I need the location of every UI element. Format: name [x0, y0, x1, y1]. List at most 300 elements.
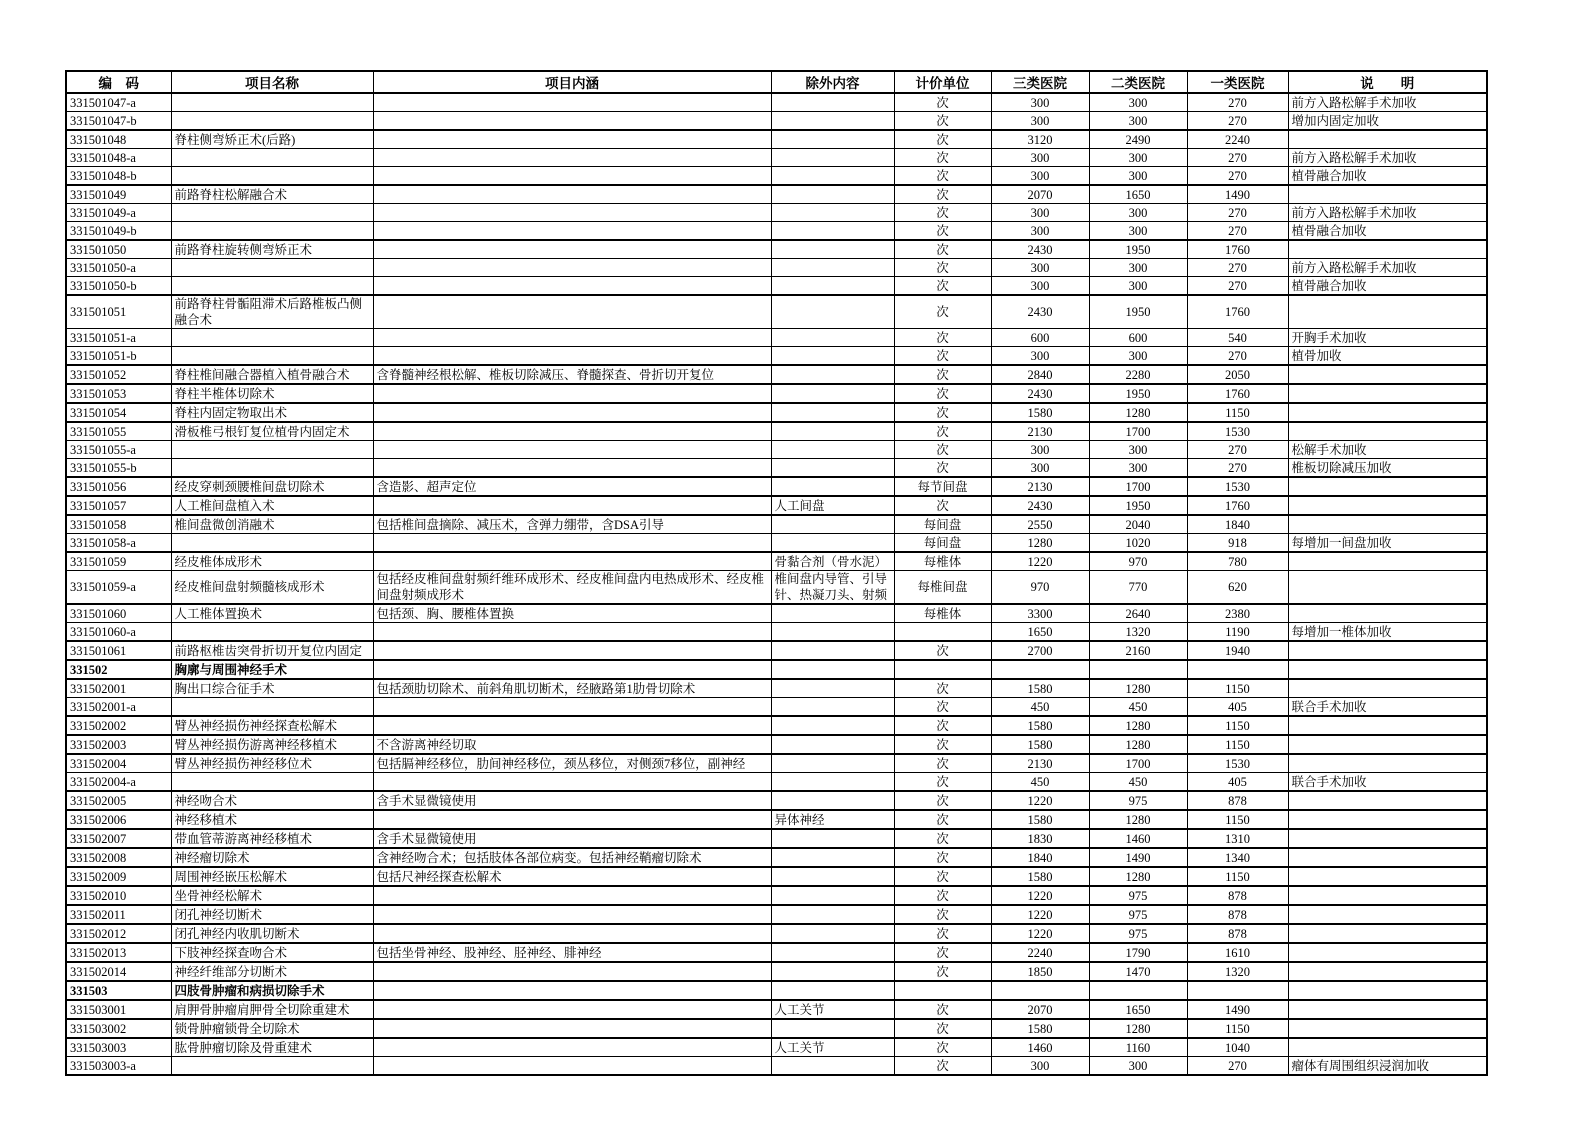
table-row — [66, 791, 1487, 810]
cell-name — [171, 222, 373, 241]
table-row — [66, 130, 1487, 149]
cell-name: 闭孔神经切断术 — [171, 905, 373, 924]
cell-name: 带血管蒂游离神经移植术 — [171, 829, 373, 848]
cell-note — [1288, 962, 1487, 981]
cell-content: 含神经吻合术；包括肢体各部位病变。包括神经鞘瘤切除术 — [373, 848, 771, 867]
header-tier3: 三类医院 — [991, 71, 1089, 93]
cell-exclude — [771, 754, 894, 773]
cell-name: 经皮椎间盘射频髓核成形术 — [171, 571, 373, 605]
cell-name — [171, 459, 373, 478]
cell-code: 331501049 — [66, 185, 171, 204]
cell-exclude — [771, 698, 894, 717]
cell-exclude — [771, 924, 894, 943]
cell-h3: 1580 — [991, 679, 1089, 698]
cell-content — [373, 773, 771, 792]
cell-note — [1288, 641, 1487, 660]
cell-h3: 1830 — [991, 829, 1089, 848]
header-exclude: 除外内容 — [771, 71, 894, 93]
cell-h1: 1490 — [1187, 185, 1288, 204]
document-page — [65, 70, 1488, 1076]
cell-code: 331502012 — [66, 924, 171, 943]
cell-code: 331501050-b — [66, 277, 171, 296]
cell-note — [1288, 422, 1487, 441]
cell-h2: 300 — [1089, 441, 1187, 459]
cell-unit: 次 — [894, 222, 991, 241]
cell-name: 前路脊柱松解融合术 — [171, 185, 373, 204]
cell-h1: 1150 — [1187, 867, 1288, 886]
cell-exclude — [771, 962, 894, 981]
table-row — [66, 112, 1487, 131]
table-row — [66, 698, 1487, 717]
cell-note — [1288, 791, 1487, 810]
table-row — [66, 365, 1487, 384]
table-row — [66, 943, 1487, 962]
cell-h1: 1760 — [1187, 240, 1288, 259]
cell-note — [1288, 295, 1487, 329]
cell-content — [373, 149, 771, 167]
cell-note — [1288, 384, 1487, 403]
cell-name — [171, 773, 373, 792]
table-row — [66, 347, 1487, 366]
cell-unit: 次 — [894, 347, 991, 366]
cell-unit: 每节间盘 — [894, 477, 991, 496]
cell-h3: 300 — [991, 149, 1089, 167]
cell-h2: 770 — [1089, 571, 1187, 605]
table-row — [66, 259, 1487, 277]
table-row — [66, 623, 1487, 642]
cell-unit: 次 — [894, 365, 991, 384]
table-row — [66, 735, 1487, 754]
table-row — [66, 886, 1487, 905]
cell-content — [373, 329, 771, 347]
cell-h3: 300 — [991, 347, 1089, 366]
cell-name: 脊柱侧弯矫正术(后路) — [171, 130, 373, 149]
cell-name: 前路枢椎齿突骨折切开复位内固定 — [171, 641, 373, 660]
cell-h1: 1760 — [1187, 295, 1288, 329]
cell-h3: 1580 — [991, 403, 1089, 422]
cell-h3 — [991, 660, 1089, 679]
cell-exclude — [771, 716, 894, 735]
cell-note: 前方入路松解手术加收 — [1288, 259, 1487, 277]
cell-h2: 450 — [1089, 773, 1187, 792]
table-row — [66, 571, 1487, 605]
cell-h1: 1530 — [1187, 754, 1288, 773]
cell-unit: 次 — [894, 810, 991, 829]
cell-code: 331502002 — [66, 716, 171, 735]
cell-h2 — [1089, 660, 1187, 679]
cell-code: 331501051 — [66, 295, 171, 329]
cell-code: 331501048-a — [66, 149, 171, 167]
cell-note — [1288, 867, 1487, 886]
cell-h3: 1220 — [991, 552, 1089, 571]
cell-content: 含手术显微镜使用 — [373, 791, 771, 810]
cell-h3: 300 — [991, 459, 1089, 478]
cell-note: 开胸手术加收 — [1288, 329, 1487, 347]
cell-exclude — [771, 641, 894, 660]
cell-h2: 1280 — [1089, 679, 1187, 698]
header-content: 项目内涵 — [373, 71, 771, 93]
cell-h2: 300 — [1089, 277, 1187, 296]
cell-exclude — [771, 403, 894, 422]
cell-unit: 次 — [894, 167, 991, 186]
cell-unit: 次 — [894, 867, 991, 886]
cell-content — [373, 981, 771, 1000]
cell-h1: 878 — [1187, 791, 1288, 810]
cell-unit: 次 — [894, 240, 991, 259]
table-row — [66, 403, 1487, 422]
cell-note — [1288, 810, 1487, 829]
cell-h2: 1460 — [1089, 829, 1187, 848]
table-row — [66, 848, 1487, 867]
cell-h3: 2430 — [991, 240, 1089, 259]
cell-name: 神经移植术 — [171, 810, 373, 829]
cell-h2: 2490 — [1089, 130, 1187, 149]
cell-h3: 2550 — [991, 515, 1089, 534]
cell-exclude — [771, 905, 894, 924]
cell-h3: 450 — [991, 698, 1089, 717]
cell-h3: 300 — [991, 93, 1089, 112]
cell-note — [1288, 1038, 1487, 1057]
table-row — [66, 93, 1487, 112]
cell-code: 331501057 — [66, 496, 171, 515]
cell-unit: 次 — [894, 773, 991, 792]
cell-exclude — [771, 886, 894, 905]
cell-unit: 次 — [894, 384, 991, 403]
cell-h2: 1490 — [1089, 848, 1187, 867]
cell-h3: 300 — [991, 1057, 1089, 1076]
cell-code: 331503002 — [66, 1019, 171, 1038]
cell-h1: 1320 — [1187, 962, 1288, 981]
cell-unit: 次 — [894, 829, 991, 848]
cell-name: 肱骨肿瘤切除及骨重建术 — [171, 1038, 373, 1057]
cell-unit: 次 — [894, 1038, 991, 1057]
table-row — [66, 552, 1487, 571]
cell-h1: 270 — [1187, 459, 1288, 478]
cell-h1: 270 — [1187, 149, 1288, 167]
cell-unit: 次 — [894, 679, 991, 698]
header-name: 项目名称 — [171, 71, 373, 93]
cell-unit: 次 — [894, 716, 991, 735]
cell-note — [1288, 130, 1487, 149]
cell-exclude — [771, 149, 894, 167]
cell-h1: 1150 — [1187, 735, 1288, 754]
cell-unit: 次 — [894, 295, 991, 329]
cell-h3: 1220 — [991, 905, 1089, 924]
cell-name — [171, 441, 373, 459]
cell-content — [373, 112, 771, 131]
cell-h1: 1490 — [1187, 1000, 1288, 1019]
cell-h2: 300 — [1089, 259, 1187, 277]
cell-code: 331502008 — [66, 848, 171, 867]
cell-h3: 1580 — [991, 1019, 1089, 1038]
cell-code: 331501047-b — [66, 112, 171, 131]
cell-exclude — [771, 515, 894, 534]
cell-name — [171, 534, 373, 553]
cell-content — [373, 1038, 771, 1057]
cell-code: 331501054 — [66, 403, 171, 422]
cell-note — [1288, 754, 1487, 773]
cell-name — [171, 1057, 373, 1076]
table-row — [66, 679, 1487, 698]
cell-unit: 次 — [894, 329, 991, 347]
cell-h1: 2380 — [1187, 604, 1288, 623]
cell-code: 331502013 — [66, 943, 171, 962]
cell-unit: 次 — [894, 422, 991, 441]
cell-exclude: 骨黏合剂（骨水泥） — [771, 552, 894, 571]
cell-exclude — [771, 365, 894, 384]
table-row — [66, 277, 1487, 296]
cell-unit: 次 — [894, 943, 991, 962]
cell-exclude — [771, 943, 894, 962]
header-code: 编 码 — [66, 71, 171, 93]
cell-h1: 1190 — [1187, 623, 1288, 642]
cell-note — [1288, 604, 1487, 623]
cell-exclude — [771, 204, 894, 222]
cell-name: 前路脊柱旋转侧弯矫正术 — [171, 240, 373, 259]
cell-h1: 270 — [1187, 1057, 1288, 1076]
cell-h2: 1280 — [1089, 403, 1187, 422]
cell-name — [171, 329, 373, 347]
cell-note — [1288, 403, 1487, 422]
cell-h3 — [991, 981, 1089, 1000]
cell-content — [373, 886, 771, 905]
cell-name: 臂丛神经损伤游离神经移植术 — [171, 735, 373, 754]
cell-unit: 每椎间盘 — [894, 571, 991, 605]
cell-h3: 2840 — [991, 365, 1089, 384]
cell-code: 331502004 — [66, 754, 171, 773]
cell-note — [1288, 552, 1487, 571]
table-row — [66, 1019, 1487, 1038]
cell-exclude — [771, 93, 894, 112]
cell-code: 331503003 — [66, 1038, 171, 1057]
cell-h1: 405 — [1187, 698, 1288, 717]
cell-content — [373, 660, 771, 679]
cell-unit: 次 — [894, 698, 991, 717]
table-row — [66, 924, 1487, 943]
cell-note: 植骨融合加收 — [1288, 222, 1487, 241]
cell-unit: 次 — [894, 259, 991, 277]
cell-content — [373, 222, 771, 241]
cell-h1: 1760 — [1187, 384, 1288, 403]
cell-unit: 次 — [894, 1019, 991, 1038]
table-row — [66, 1038, 1487, 1057]
cell-h1: 1530 — [1187, 422, 1288, 441]
medical-price-table — [65, 70, 1488, 1076]
cell-content — [373, 1019, 771, 1038]
cell-h1: 540 — [1187, 329, 1288, 347]
header-tier2: 二类医院 — [1089, 71, 1187, 93]
cell-code: 331501061 — [66, 641, 171, 660]
cell-note: 植骨融合加收 — [1288, 277, 1487, 296]
cell-exclude — [771, 295, 894, 329]
cell-code: 331501058 — [66, 515, 171, 534]
cell-name: 闭孔神经内收肌切断术 — [171, 924, 373, 943]
cell-unit: 次 — [894, 149, 991, 167]
cell-h3: 600 — [991, 329, 1089, 347]
table-row — [66, 754, 1487, 773]
cell-unit: 每间盘 — [894, 515, 991, 534]
cell-code: 331502001-a — [66, 698, 171, 717]
cell-h1: 1150 — [1187, 716, 1288, 735]
cell-exclude: 人工关节 — [771, 1038, 894, 1057]
cell-note — [1288, 829, 1487, 848]
cell-note: 前方入路松解手术加收 — [1288, 93, 1487, 112]
cell-content: 包括坐骨神经、股神经、胫神经、腓神经 — [373, 943, 771, 962]
cell-content — [373, 496, 771, 515]
cell-h1: 620 — [1187, 571, 1288, 605]
cell-unit: 次 — [894, 905, 991, 924]
cell-h2: 975 — [1089, 791, 1187, 810]
cell-content: 不含游离神经切取 — [373, 735, 771, 754]
cell-h3: 2070 — [991, 185, 1089, 204]
cell-name: 神经纤维部分切断术 — [171, 962, 373, 981]
cell-h3: 450 — [991, 773, 1089, 792]
cell-h3: 300 — [991, 112, 1089, 131]
cell-unit: 次 — [894, 277, 991, 296]
cell-h1: 1610 — [1187, 943, 1288, 962]
cell-note — [1288, 660, 1487, 679]
cell-code: 331502010 — [66, 886, 171, 905]
cell-exclude — [771, 384, 894, 403]
cell-note — [1288, 848, 1487, 867]
table-row — [66, 905, 1487, 924]
cell-unit: 次 — [894, 1000, 991, 1019]
cell-h3: 1280 — [991, 534, 1089, 553]
cell-content — [373, 384, 771, 403]
cell-h1: 270 — [1187, 347, 1288, 366]
cell-h1: 270 — [1187, 112, 1288, 131]
cell-h2: 2040 — [1089, 515, 1187, 534]
table-row — [66, 329, 1487, 347]
cell-h3: 2130 — [991, 422, 1089, 441]
cell-h2: 1280 — [1089, 867, 1187, 886]
table-row — [66, 204, 1487, 222]
cell-h3: 1580 — [991, 810, 1089, 829]
cell-code: 331501052 — [66, 365, 171, 384]
cell-code: 331503003-a — [66, 1057, 171, 1076]
cell-h2: 1950 — [1089, 240, 1187, 259]
cell-name: 人工椎体置换术 — [171, 604, 373, 623]
cell-h2: 600 — [1089, 329, 1187, 347]
cell-unit: 每椎体 — [894, 552, 991, 571]
cell-h2: 300 — [1089, 1057, 1187, 1076]
cell-h3: 2070 — [991, 1000, 1089, 1019]
cell-exclude: 人工关节 — [771, 1000, 894, 1019]
cell-exclude — [771, 848, 894, 867]
cell-h2: 1650 — [1089, 1000, 1187, 1019]
cell-h1: 1530 — [1187, 477, 1288, 496]
header-tier1: 一类医院 — [1187, 71, 1288, 93]
cell-unit: 次 — [894, 112, 991, 131]
cell-h1: 2240 — [1187, 130, 1288, 149]
cell-h1 — [1187, 660, 1288, 679]
cell-note: 松解手术加收 — [1288, 441, 1487, 459]
table-row — [66, 641, 1487, 660]
cell-unit: 次 — [894, 962, 991, 981]
cell-code: 331501055-b — [66, 459, 171, 478]
cell-h3: 300 — [991, 222, 1089, 241]
cell-name: 肩胛骨肿瘤肩胛骨全切除重建术 — [171, 1000, 373, 1019]
cell-content — [373, 130, 771, 149]
cell-name: 滑板椎弓根钉复位植骨内固定术 — [171, 422, 373, 441]
cell-unit: 次 — [894, 641, 991, 660]
cell-note — [1288, 924, 1487, 943]
table-row — [66, 1000, 1487, 1019]
cell-name: 脊柱内固定物取出术 — [171, 403, 373, 422]
cell-h1: 270 — [1187, 93, 1288, 112]
table-row — [66, 295, 1487, 329]
cell-note — [1288, 496, 1487, 515]
cell-content — [373, 185, 771, 204]
cell-h2: 300 — [1089, 204, 1187, 222]
cell-note: 椎板切除减压加收 — [1288, 459, 1487, 478]
cell-content — [373, 962, 771, 981]
cell-note — [1288, 943, 1487, 962]
cell-h2: 975 — [1089, 924, 1187, 943]
cell-h3: 1850 — [991, 962, 1089, 981]
cell-unit — [894, 623, 991, 642]
cell-name: 锁骨肿瘤锁骨全切除术 — [171, 1019, 373, 1038]
cell-name: 坐骨神经松解术 — [171, 886, 373, 905]
cell-exclude — [771, 679, 894, 698]
cell-h2: 1700 — [1089, 477, 1187, 496]
section-header-row — [66, 981, 1487, 1000]
cell-exclude — [771, 829, 894, 848]
table-row — [66, 534, 1487, 553]
cell-content: 含造影、超声定位 — [373, 477, 771, 496]
cell-name: 脊柱椎间融合器植入植骨融合术 — [171, 365, 373, 384]
cell-name: 神经瘤切除术 — [171, 848, 373, 867]
table-row — [66, 962, 1487, 981]
cell-h2: 1020 — [1089, 534, 1187, 553]
cell-content — [373, 623, 771, 642]
cell-content — [373, 422, 771, 441]
cell-h3: 2130 — [991, 477, 1089, 496]
cell-exclude — [771, 347, 894, 366]
cell-exclude — [771, 259, 894, 277]
cell-note — [1288, 477, 1487, 496]
cell-name: 下肢神经探查吻合术 — [171, 943, 373, 962]
cell-code: 331501050 — [66, 240, 171, 259]
cell-name: 胸出口综合征手术 — [171, 679, 373, 698]
cell-name: 椎间盘微创消融术 — [171, 515, 373, 534]
cell-exclude — [771, 459, 894, 478]
cell-code: 331502007 — [66, 829, 171, 848]
cell-unit: 次 — [894, 204, 991, 222]
table-row — [66, 222, 1487, 241]
cell-code: 331502 — [66, 660, 171, 679]
table-row — [66, 773, 1487, 792]
cell-code: 331501053 — [66, 384, 171, 403]
cell-note: 每增加一椎体加收 — [1288, 623, 1487, 642]
table-row — [66, 810, 1487, 829]
cell-exclude — [771, 185, 894, 204]
cell-exclude — [771, 791, 894, 810]
cell-h3: 1580 — [991, 867, 1089, 886]
cell-content — [373, 347, 771, 366]
cell-name: 臂丛神经损伤神经移位术 — [171, 754, 373, 773]
cell-code: 331501055-a — [66, 441, 171, 459]
table-row — [66, 384, 1487, 403]
cell-note — [1288, 679, 1487, 698]
cell-exclude — [771, 167, 894, 186]
cell-h1: 878 — [1187, 886, 1288, 905]
cell-h2: 975 — [1089, 886, 1187, 905]
cell-content — [373, 716, 771, 735]
cell-code: 331503 — [66, 981, 171, 1000]
cell-content: 包括经皮椎间盘射频纤维环成形术、经皮椎间盘内电热成形术、经皮椎间盘射频成形术 — [373, 571, 771, 605]
cell-h3: 1460 — [991, 1038, 1089, 1057]
